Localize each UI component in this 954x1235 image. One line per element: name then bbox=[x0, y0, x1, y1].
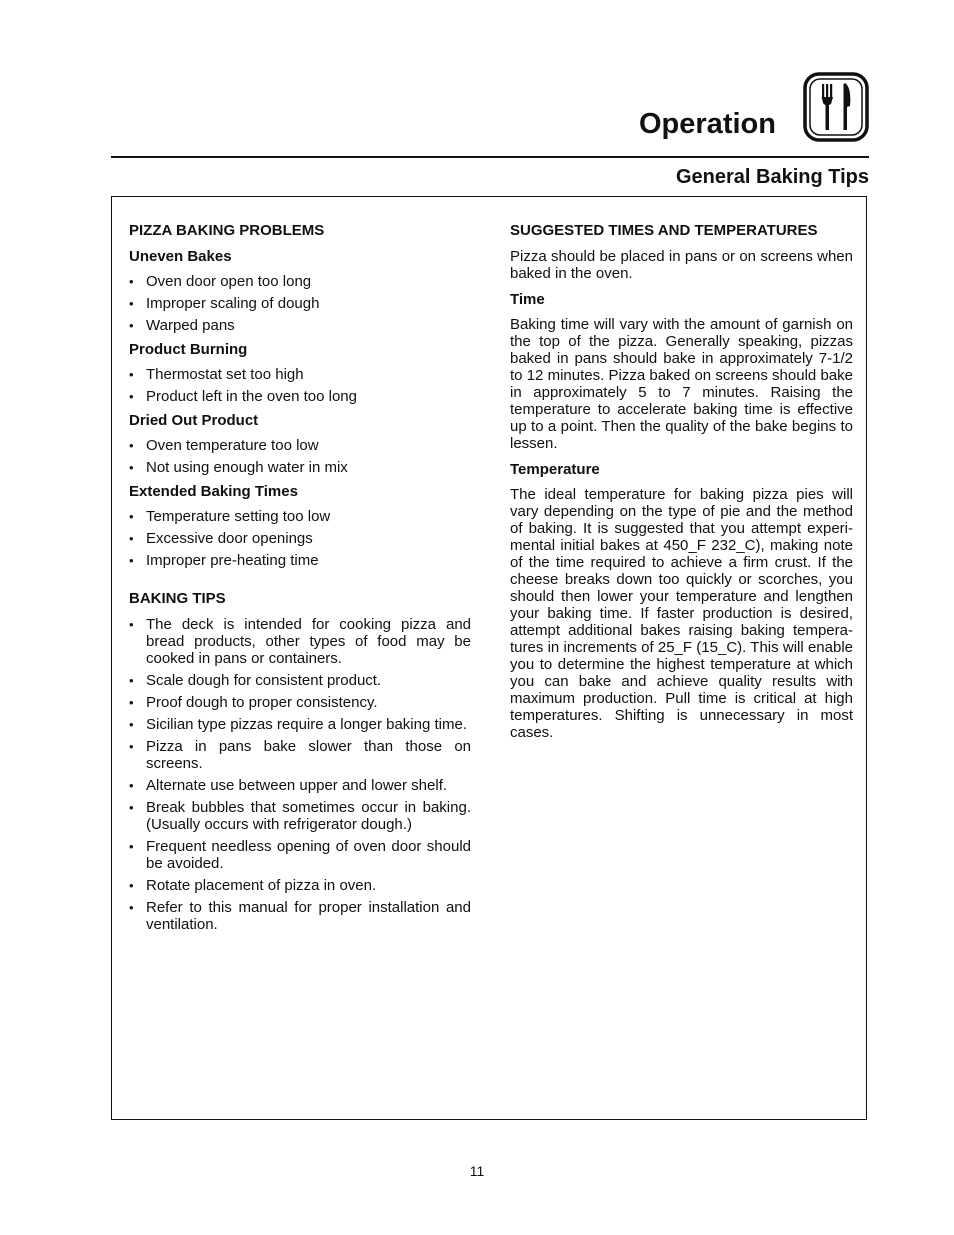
header-rule bbox=[111, 156, 869, 158]
group-heading: Product Burning bbox=[129, 341, 248, 358]
bullet-list bbox=[129, 273, 471, 334]
list-item: • Frequent needless opening of oven door should be avoided. bbox=[129, 838, 471, 872]
page-title: Operation bbox=[639, 108, 776, 140]
left-column bbox=[129, 222, 471, 940]
list-item: • Scale dough for consistent product. bbox=[129, 672, 471, 689]
list-item: • Oven temperature too low bbox=[129, 437, 471, 454]
list-item: • Excessive door openings bbox=[129, 530, 471, 547]
group-heading: Dried Out Product bbox=[129, 412, 259, 429]
list-item: • Rotate placement of pizza in oven. bbox=[129, 877, 471, 894]
list-item: • The deck is intended for cooking pizza and bread products, other types of food may be cooked in pans or containers. bbox=[129, 616, 471, 667]
page-number: 11 bbox=[469, 1163, 485, 1179]
tips-heading: BAKING TIPS bbox=[129, 590, 226, 607]
list-item: • Alternate use between upper and lower shelf. bbox=[129, 777, 471, 794]
list-item: • Pizza in pans bake slower than those on screens. bbox=[129, 738, 471, 772]
bullet-list bbox=[129, 437, 471, 476]
time-heading: Time bbox=[510, 291, 545, 308]
list-item: • Temperature setting too low bbox=[129, 508, 471, 525]
problems-heading: PIZZA BAKING PROBLEMS bbox=[129, 222, 325, 239]
time-paragraph: Baking time will vary with the amount of garnish on the top of the pizza. Generally speaking, pizzas baked in pans should bake in approximately 7-1/2 to 12 minutes. Pizza baked on screens should bake in approximately 5 to 7 minutes. Raising the temperature to accelerate baking time is effective up to a point. Then the quality of the bake begins to lessen. bbox=[510, 316, 853, 452]
bullet-list bbox=[129, 366, 471, 405]
intro-paragraph: Pizza should be placed in pans or on screens when baked in the oven. bbox=[510, 248, 853, 282]
list-item: • Not using enough water in mix bbox=[129, 459, 471, 476]
list-item: • Improper pre-heating time bbox=[129, 552, 471, 569]
list-item: • Proof dough to proper consistency. bbox=[129, 694, 471, 711]
list-item: • Sicilian type pizzas require a longer baking time. bbox=[129, 716, 471, 733]
spacer bbox=[129, 576, 471, 590]
section-title: General Baking Tips bbox=[675, 166, 869, 188]
temperature-paragraph: The ideal temperature for baking pizza pies will vary depending on the type of pie and the method of baking. It is suggested that you attempt experi-mental initial bakes at 450_F 232_C), making note of the time required to achieve a firm crust. If the cheese breaks down too quickly or scorches, you should then lower your temperature and lengthen your baking time. If faster production is desired, attempt additional bakes raising baking tempera-tures in increments of 25_F (15_C). This will enable you to determine the highest temperature at which you can bake and achieve quality results with maximum production. Pull time is critical at high temperatures. Shifting is unnecessary in most cases. bbox=[510, 486, 853, 741]
fork-knife-icon bbox=[803, 72, 869, 142]
bullet-list bbox=[129, 508, 471, 569]
times-temps-heading: SUGGESTED TIMES AND TEMPERATURES bbox=[510, 222, 818, 239]
list-item: • Thermostat set too high bbox=[129, 366, 471, 383]
list-item: • Break bubbles that sometimes occur in baking. (Usually occurs with refrigerator dough.) bbox=[129, 799, 471, 833]
group-heading: Extended Baking Times bbox=[129, 483, 298, 500]
temperature-heading: Temperature bbox=[510, 461, 600, 478]
tips-list bbox=[129, 616, 471, 933]
group-heading: Uneven Bakes bbox=[129, 248, 232, 265]
right-column bbox=[510, 222, 853, 750]
list-item: • Product left in the oven too long bbox=[129, 388, 471, 405]
list-item: • Improper scaling of dough bbox=[129, 295, 471, 312]
list-item: • Warped pans bbox=[129, 317, 471, 334]
list-item: • Oven door open too long bbox=[129, 273, 471, 290]
list-item: • Refer to this manual for proper installation and ventilation. bbox=[129, 899, 471, 933]
